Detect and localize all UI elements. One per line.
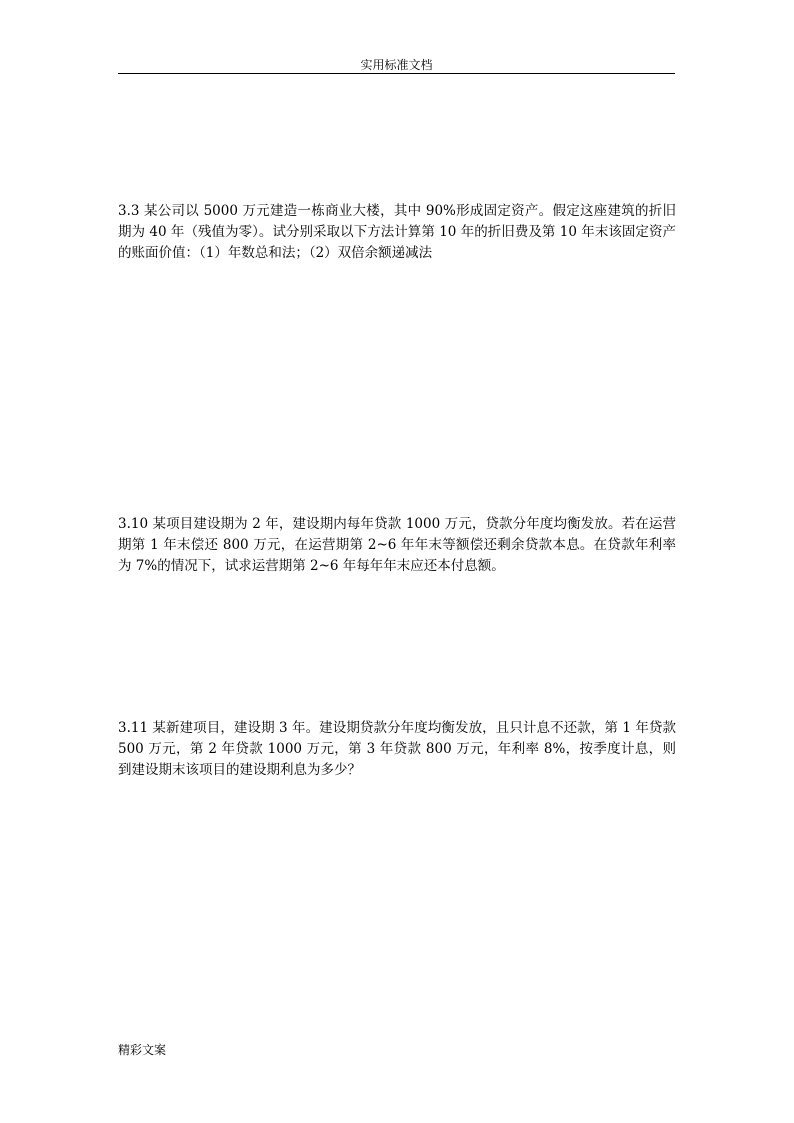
footer-text: 精彩文案 [118, 1043, 167, 1057]
page-footer [118, 1042, 166, 1058]
page-header [118, 57, 675, 74]
header-title: 实用标准文档 [360, 58, 433, 72]
question-3-10: 3.10 某项目建设期为 2 年，建设期内每年贷款 1000 万元，贷款分年度均衡发放。若在运营期第 1 年末偿还 800 万元，在运营期第 2~6 年年末等额偿还剩余贷款本息。在贷款年利率为 7%的情况下，试求运营期第 2~6 年每年年末应还本付息额。 [118, 516, 676, 574]
question-3-11: 3.11 某新建项目，建设期 3 年。建设期贷款分年度均衡发放，且只计息不还款，第 1 年贷款 500 万元，第 2 年贷款 1000 万元，第 3 年贷款 800 万元，年利率 8%，按季度计息，则到建设期末该项目的建设期利息为多少？ [118, 720, 676, 778]
question-3-3: 3.3 某公司以 5000 万元建造一栋商业大楼，其中 90%形成固定资产。假定这座建筑的折旧期为 40 年（残值为零）。试分别采取以下方法计算第 10 年的折旧费及第 10 年末该固定资产的账面价值：（1）年数总和法；（2）双倍余额递减法 [118, 203, 676, 261]
